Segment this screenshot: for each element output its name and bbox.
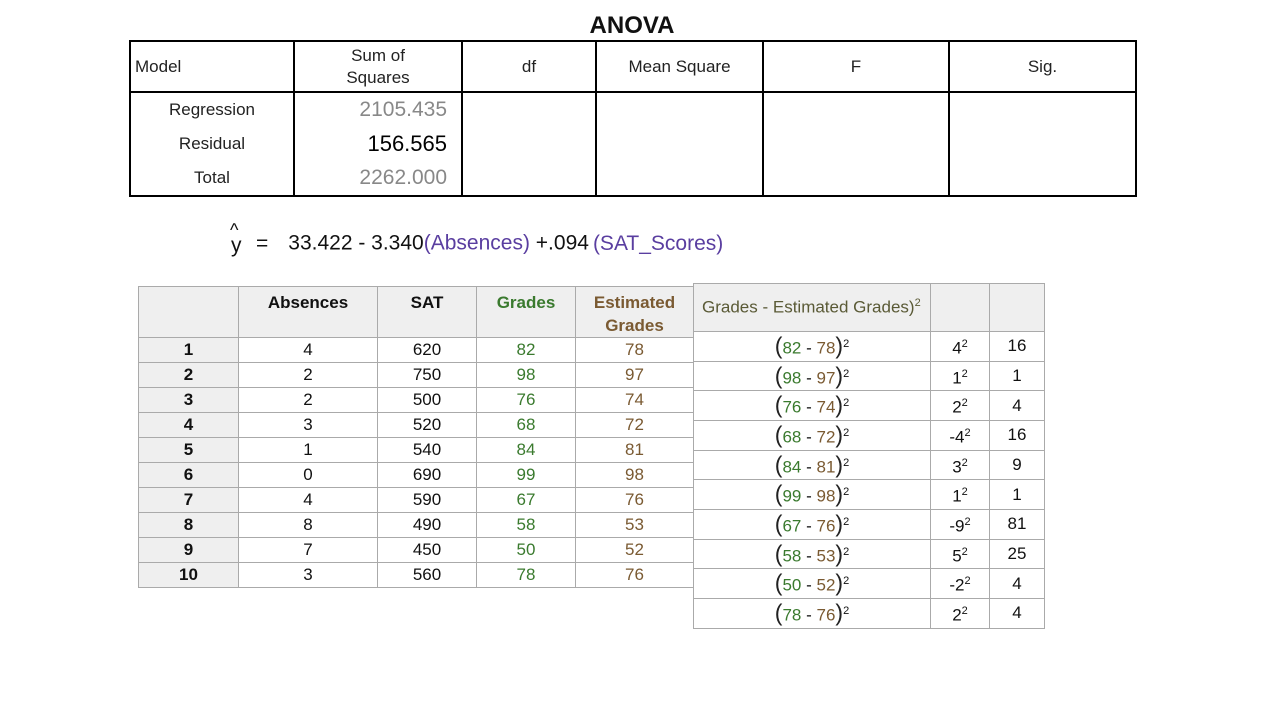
- table-row: [694, 598, 1045, 628]
- cell-grades: 99: [477, 463, 576, 488]
- cell-residual-squared: 81: [990, 509, 1045, 539]
- intercept: 33.422: [288, 231, 353, 255]
- table-row: [694, 480, 1045, 510]
- table-row: [139, 363, 694, 388]
- cell-residual-expression: (84 - 81)$^2$: [694, 450, 931, 480]
- variable-absences: (Absences): [423, 231, 530, 255]
- table-row: [694, 450, 1045, 480]
- cell-residual-squared: 16: [990, 420, 1045, 450]
- row-index: 9: [139, 538, 239, 563]
- cell-estimated: 76: [576, 488, 694, 513]
- anova-cell: [949, 161, 1136, 196]
- row-index: 2: [139, 363, 239, 388]
- cell-grades: 82: [477, 338, 576, 363]
- table-row: [139, 388, 694, 413]
- row-index: 1: [139, 338, 239, 363]
- header-grades: Grades: [477, 287, 576, 338]
- table-row: [139, 413, 694, 438]
- header-absences: Absences: [239, 287, 378, 338]
- grades-data-table: [138, 286, 694, 588]
- table-row: [139, 463, 694, 488]
- cell-residual-power: $2^2$: [931, 391, 990, 421]
- cell-residual-expression: (82 - 78)$^2$: [694, 332, 931, 362]
- cell-residual-squared: 4: [990, 569, 1045, 599]
- anova-header-row: [130, 41, 1136, 92]
- anova-cell: [462, 92, 596, 127]
- table-row: [139, 563, 694, 588]
- cell-residual-power: $1^2$: [931, 361, 990, 391]
- row-index: 4: [139, 413, 239, 438]
- cell-estimated: 74: [576, 388, 694, 413]
- cell-estimated: 97: [576, 363, 694, 388]
- cell-sat: 520: [378, 413, 477, 438]
- cell-sat: 450: [378, 538, 477, 563]
- cell-sat: 540: [378, 438, 477, 463]
- cell-absences: 0: [239, 463, 378, 488]
- anova-ss-value: 156.565: [294, 127, 462, 161]
- cell-sat: 750: [378, 363, 477, 388]
- cell-absences: 8: [239, 513, 378, 538]
- anova-cell: [763, 92, 949, 127]
- anova-cell: [763, 161, 949, 196]
- cell-grades: 50: [477, 538, 576, 563]
- row-index: 6: [139, 463, 239, 488]
- cell-grades: 58: [477, 513, 576, 538]
- cell-grades: 78: [477, 563, 576, 588]
- anova-header-df: df: [462, 41, 596, 92]
- table-row: [694, 361, 1045, 391]
- anova-header-sig: Sig.: [949, 41, 1136, 92]
- table-row: [139, 513, 694, 538]
- cell-residual-power: $-4^2$: [931, 420, 990, 450]
- cell-absences: 3: [239, 413, 378, 438]
- cell-residual-squared: 9: [990, 450, 1045, 480]
- cell-residual-expression: (78 - 76)$^2$: [694, 598, 931, 628]
- cell-residual-expression: (58 - 53)$^2$: [694, 539, 931, 569]
- header-estimated-grades: Estimated Grades: [576, 287, 694, 338]
- cell-estimated: 81: [576, 438, 694, 463]
- cell-residual-power: $-9^2$: [931, 509, 990, 539]
- cell-residual-expression: (99 - 98)$^2$: [694, 480, 931, 510]
- anova-label: Residual: [130, 127, 294, 161]
- anova-row-total: [130, 161, 1136, 196]
- row-index: 10: [139, 563, 239, 588]
- cell-absences: 2: [239, 363, 378, 388]
- cell-residual-squared: 4: [990, 598, 1045, 628]
- anova-label: Total: [130, 161, 294, 196]
- coefficient-absences: - 3.340: [358, 231, 424, 255]
- cell-estimated: 72: [576, 413, 694, 438]
- anova-cell: [596, 127, 763, 161]
- cell-residual-power: $3^2$: [931, 450, 990, 480]
- cell-sat: 560: [378, 563, 477, 588]
- cell-residual-squared: 1: [990, 480, 1045, 510]
- cell-residual-expression: (67 - 76)$^2$: [694, 509, 931, 539]
- cell-residual-power: $-2^2$: [931, 569, 990, 599]
- row-index: 7: [139, 488, 239, 513]
- anova-title: ANOVA: [589, 12, 675, 39]
- cell-residual-power: $5^2$: [931, 539, 990, 569]
- cell-absences: 3: [239, 563, 378, 588]
- cell-absences: 1: [239, 438, 378, 463]
- anova-ss-value: 2105.435: [294, 92, 462, 127]
- anova-cell: [462, 161, 596, 196]
- anova-header-sum-of-squares: Sum of Squares: [294, 41, 462, 92]
- table-row: [694, 420, 1045, 450]
- header-blank: [990, 284, 1045, 332]
- anova-label: Regression: [130, 92, 294, 127]
- cell-absences: 4: [239, 338, 378, 363]
- anova-cell: [596, 92, 763, 127]
- table-row: [139, 488, 694, 513]
- anova-table: [129, 40, 1137, 197]
- table-row: [139, 338, 694, 363]
- header-sat: SAT: [378, 287, 477, 338]
- table-row: [139, 538, 694, 563]
- cell-estimated: 76: [576, 563, 694, 588]
- header-blank: [931, 284, 990, 332]
- sq-header-row: [694, 284, 1045, 332]
- row-index: 5: [139, 438, 239, 463]
- anova-header-f: F: [763, 41, 949, 92]
- cell-residual-squared: 1: [990, 361, 1045, 391]
- cell-absences: 7: [239, 538, 378, 563]
- anova-row-regression: [130, 92, 1136, 127]
- row-index: 3: [139, 388, 239, 413]
- cell-grades: 76: [477, 388, 576, 413]
- cell-residual-expression: (98 - 97)$^2$: [694, 361, 931, 391]
- cell-absences: 4: [239, 488, 378, 513]
- cell-estimated: 78: [576, 338, 694, 363]
- table-row: [694, 332, 1045, 362]
- anova-cell: [763, 127, 949, 161]
- header-index: [139, 287, 239, 338]
- cell-absences: 2: [239, 388, 378, 413]
- anova-header-model: Model: [130, 41, 294, 92]
- cell-residual-power: $4^2$: [931, 332, 990, 362]
- cell-grades: 68: [477, 413, 576, 438]
- cell-sat: 590: [378, 488, 477, 513]
- row-index: 8: [139, 513, 239, 538]
- cell-estimated: 53: [576, 513, 694, 538]
- cell-residual-expression: (76 - 74)$^2$: [694, 391, 931, 421]
- anova-cell: [949, 127, 1136, 161]
- cell-residual-power: $1^2$: [931, 480, 990, 510]
- anova-cell: [596, 161, 763, 196]
- cell-estimated: 52: [576, 538, 694, 563]
- cell-residual-squared: 4: [990, 391, 1045, 421]
- data-header-row: [139, 287, 694, 338]
- regression-equation: [228, 220, 724, 262]
- cell-sat: 500: [378, 388, 477, 413]
- table-row: [694, 539, 1045, 569]
- cell-residual-expression: (68 - 72)$^2$: [694, 420, 931, 450]
- cell-residual-power: $2^2$: [931, 598, 990, 628]
- table-row: [694, 391, 1045, 421]
- table-row: [694, 509, 1045, 539]
- y-hat-symbol: ^ y: [230, 220, 242, 257]
- equals-sign: =: [256, 231, 269, 255]
- anova-header-mean-square: Mean Square: [596, 41, 763, 92]
- cell-residual-squared: 25: [990, 539, 1045, 569]
- table-row: [139, 438, 694, 463]
- anova-cell: [462, 127, 596, 161]
- cell-sat: 490: [378, 513, 477, 538]
- cell-grades: 67: [477, 488, 576, 513]
- anova-row-residual: [130, 127, 1136, 161]
- squared-residual-table: [693, 283, 1045, 629]
- cell-sat: 690: [378, 463, 477, 488]
- coefficient-sat: +.094: [535, 231, 589, 255]
- header-residual-squared: Grades - Estimated Grades)$^2$: [694, 284, 931, 332]
- cell-estimated: 98: [576, 463, 694, 488]
- variable-sat-scores: (SAT_Scores): [592, 231, 724, 255]
- anova-cell: [949, 92, 1136, 127]
- cell-residual-expression: (50 - 52)$^2$: [694, 569, 931, 599]
- cell-grades: 84: [477, 438, 576, 463]
- cell-residual-squared: 16: [990, 332, 1045, 362]
- table-row: [694, 569, 1045, 599]
- cell-sat: 620: [378, 338, 477, 363]
- anova-ss-value: 2262.000: [294, 161, 462, 196]
- cell-grades: 98: [477, 363, 576, 388]
